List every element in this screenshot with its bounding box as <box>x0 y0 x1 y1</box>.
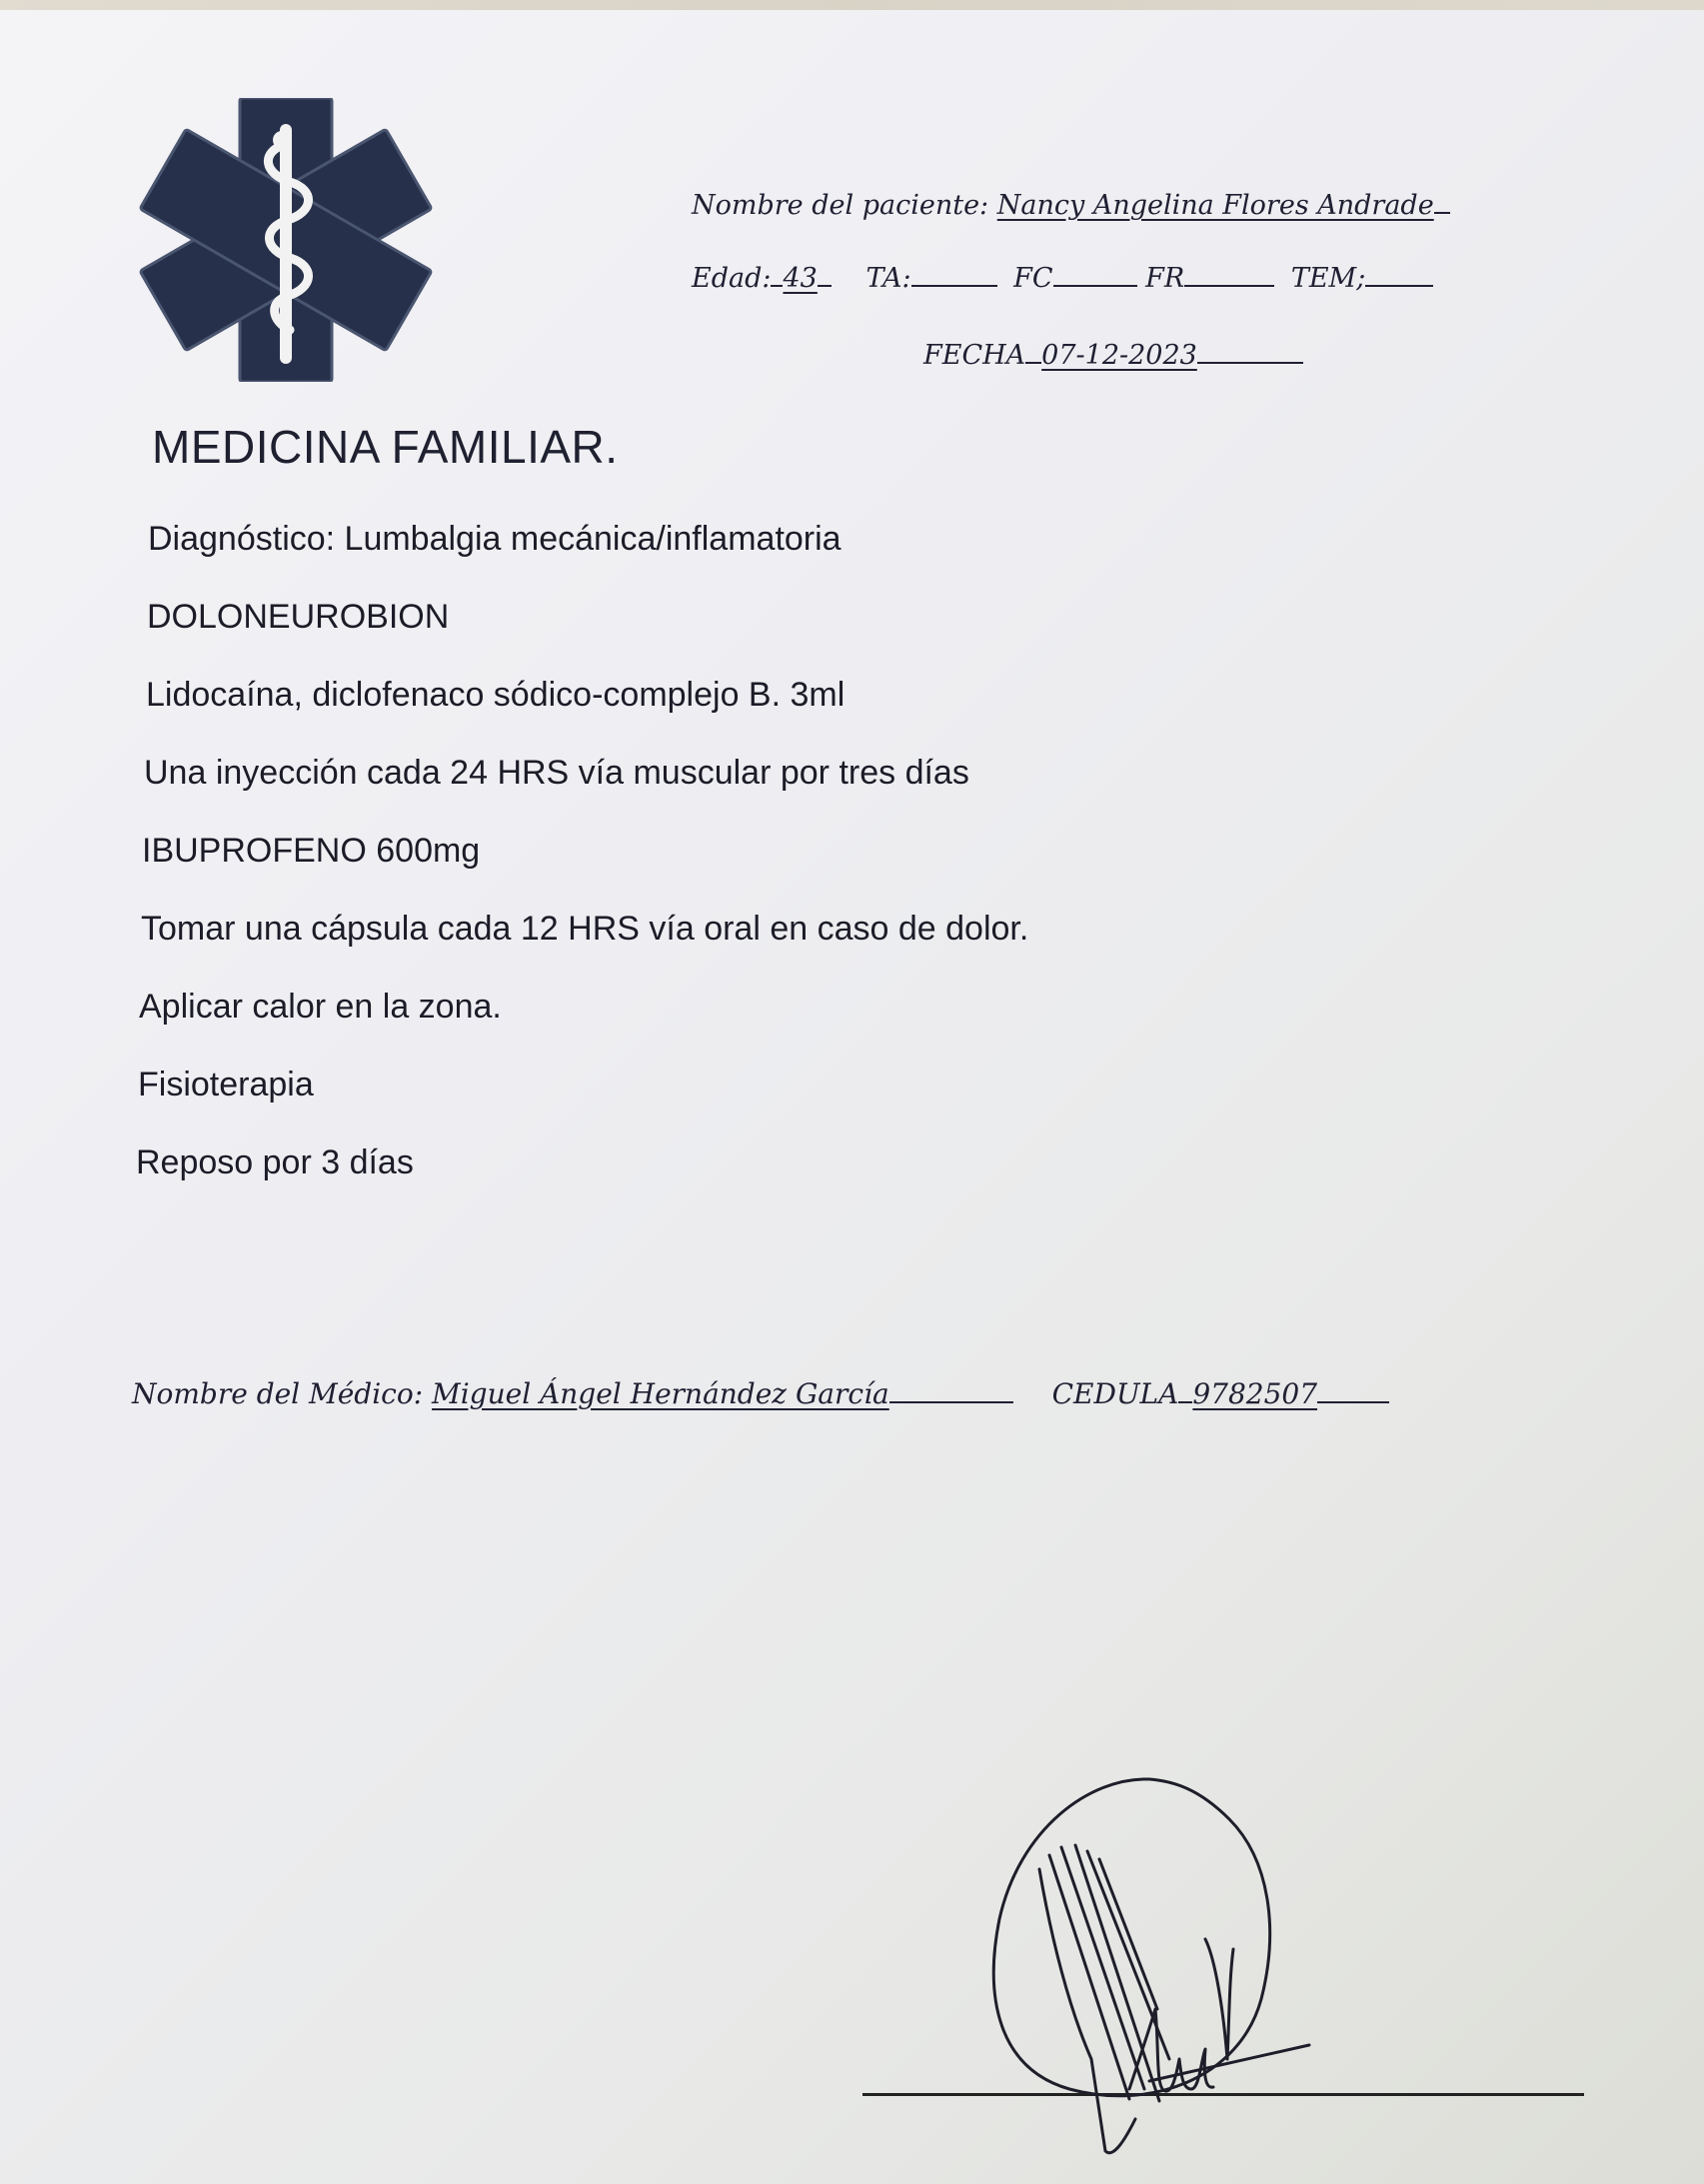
cedula-label: CEDULA <box>1051 1377 1179 1410</box>
age-value: 43 <box>783 263 818 294</box>
date-value: 07-12-2023 <box>1041 340 1197 371</box>
doctor-name-blank <box>889 1400 1013 1403</box>
signature <box>979 1759 1329 2169</box>
doctor-label: Nombre del Médico: <box>132 1377 424 1410</box>
medication-name-line: DOLONEUROBION <box>147 598 450 636</box>
cedula-blank <box>1317 1400 1389 1403</box>
tem-label: TEM; <box>1290 263 1366 294</box>
page-top-edge <box>0 0 1704 10</box>
oral-instruction-line: Tomar una cápsula cada 12 HRS vía oral en caso de dolor. <box>141 910 1029 948</box>
date-pre-underline <box>1025 361 1041 364</box>
injection-instruction-line: Una inyección cada 24 HRS vía muscular por tres días <box>144 754 969 792</box>
ta-label: TA: <box>865 263 911 294</box>
vitals-line <box>692 263 1433 294</box>
page-title: MEDICINA FAMILIAR. <box>152 421 619 473</box>
date-line <box>923 340 1303 371</box>
cedula-value: 9782507 <box>1192 1377 1318 1410</box>
heat-instruction-line: Aplicar calor en la zona. <box>139 988 502 1026</box>
medication-composition-line: Lidocaína, diclofenaco sódico-complejo B. 3ml <box>146 676 846 714</box>
fr-blank <box>1184 284 1274 287</box>
fr-label: FR <box>1145 263 1185 294</box>
diagnosis-line: Diagnóstico: Lumbalgia mecánica/inflamatoria <box>148 520 842 558</box>
age-post-underline <box>818 284 832 287</box>
patient-name-value: Nancy Angelina Flores Andrade <box>996 190 1434 221</box>
tem-blank <box>1365 284 1433 287</box>
ta-blank <box>911 284 997 287</box>
physiotherapy-line: Fisioterapia <box>138 1066 314 1103</box>
rest-instruction-line: Reposo por 3 días <box>136 1143 414 1181</box>
star-of-life-icon <box>104 98 468 382</box>
date-blank <box>1197 361 1303 364</box>
fc-label: FC <box>1013 263 1053 294</box>
doctor-name-value: Miguel Ángel Hernández García <box>432 1377 889 1410</box>
fc-blank <box>1053 284 1137 287</box>
patient-name-underline <box>1434 211 1450 214</box>
date-label: FECHA <box>923 340 1026 371</box>
doctor-line <box>132 1377 1389 1410</box>
age-label: Edad: <box>692 263 772 294</box>
medication-name-line-2: IBUPROFENO 600mg <box>142 832 481 870</box>
patient-name-line <box>692 190 1450 221</box>
age-pre-underline <box>771 284 783 287</box>
patient-name-label: Nombre del paciente: <box>692 190 989 221</box>
cedula-pre-underline <box>1178 1400 1192 1403</box>
